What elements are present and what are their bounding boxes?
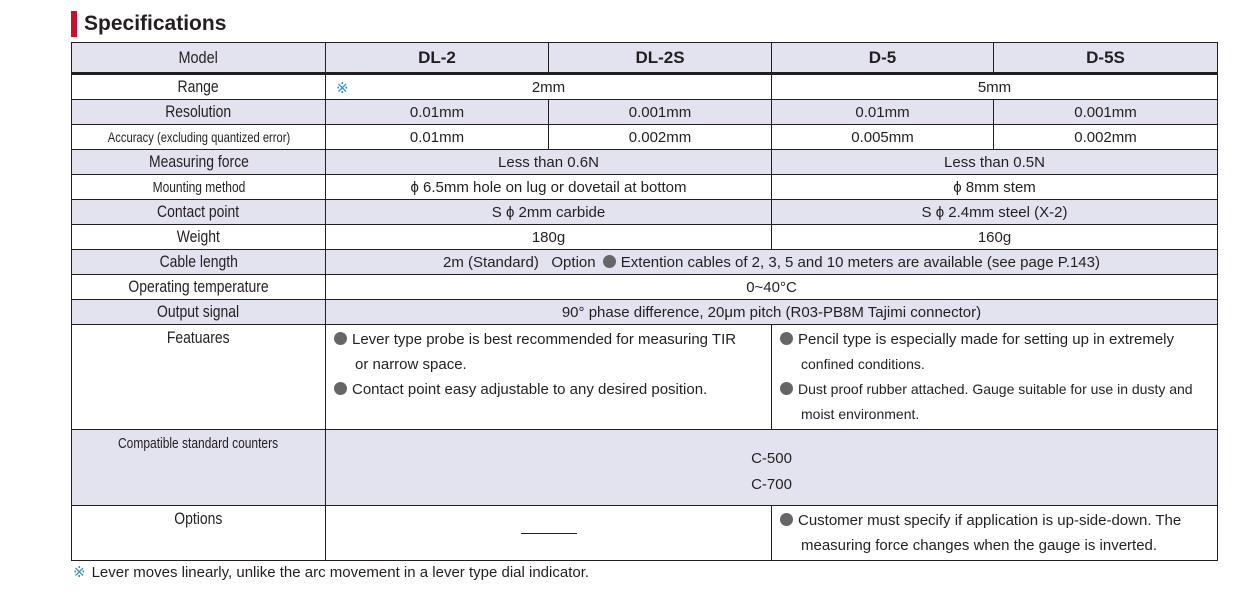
features-d-cell: Pencil type is especially made for setting up in extremely confined conditions. Dust proof rubber attached. Gauge suitable for use in dusty and moist environment. xyxy=(772,325,1218,430)
bullet-icon xyxy=(603,255,616,268)
resolution-dl-2: 0.01mm xyxy=(326,100,549,125)
header-dl-2s: DL-2S xyxy=(549,43,772,74)
table-row-resolution xyxy=(72,100,1218,125)
accuracy-d-5s: 0.002mm xyxy=(994,125,1218,150)
row-label-features: Featuares xyxy=(72,325,326,430)
table-row-features xyxy=(72,325,1218,430)
section-header xyxy=(71,10,226,38)
row-label-counters: Compatible standard counters xyxy=(72,430,326,506)
options-dl-cell xyxy=(326,506,772,561)
mounting-dl-cell: ϕ 6.5mm hole on lug or dovetail at bottom xyxy=(326,175,772,200)
row-label-resolution: Resolution xyxy=(72,100,326,125)
resolution-d-5s: 0.001mm xyxy=(994,100,1218,125)
range-d-cell: 5mm xyxy=(772,74,1218,100)
temp-cell: 0~40°C xyxy=(326,275,1218,300)
page-title: Specifications xyxy=(84,12,227,35)
bullet-icon xyxy=(780,382,793,395)
row-label-output: Output signal xyxy=(72,300,326,325)
contact-dl-cell: S ϕ 2mm carbide xyxy=(326,200,772,225)
row-label-cable: Cable length xyxy=(72,250,326,275)
header-dl-2: DL-2 xyxy=(326,43,549,74)
options-d-cell: Customer must specify if application is up-side-down. The measuring force changes when the gauge is inverted. xyxy=(772,506,1218,561)
row-label-weight: Weight xyxy=(72,225,326,250)
row-label-accuracy: Accuracy (excluding quantized error) xyxy=(72,125,326,150)
table-row-accuracy xyxy=(72,125,1218,150)
row-label-range: Range xyxy=(72,74,326,100)
accuracy-d-5: 0.005mm xyxy=(772,125,994,150)
note-mark-icon: ※ xyxy=(73,564,86,581)
table-row-range xyxy=(72,74,1218,100)
features-dl-cell: Lever type probe is best recommended for measuring TIR or narrow space. Contact point easy adjustable to any desired position. xyxy=(326,325,772,430)
row-label-mounting: Mounting method xyxy=(72,175,326,200)
row-label-options: Options xyxy=(72,506,326,561)
table-row-contact-point xyxy=(72,200,1218,225)
accuracy-dl-2: 0.01mm xyxy=(326,125,549,150)
table-row-output xyxy=(72,300,1218,325)
table-row-mounting xyxy=(72,175,1218,200)
weight-dl-cell: 180g xyxy=(326,225,772,250)
table-row-weight xyxy=(72,225,1218,250)
force-d-cell: Less than 0.5N xyxy=(772,150,1218,175)
title-accent-bar xyxy=(71,11,77,37)
resolution-dl-2s: 0.001mm xyxy=(549,100,772,125)
header-d-5: D-5 xyxy=(772,43,994,74)
bullet-icon xyxy=(334,382,347,395)
bullet-icon xyxy=(780,332,793,345)
footnote: ※ Lever moves linearly, unlike the arc movement in a lever type dial indicator. xyxy=(73,564,590,581)
force-dl-cell: Less than 0.6N xyxy=(326,150,772,175)
dash-mark xyxy=(521,533,577,534)
note-mark-icon: ※ xyxy=(336,79,349,97)
table-row-measuring-force xyxy=(72,150,1218,175)
table-row-options xyxy=(72,506,1218,561)
table-row-temperature xyxy=(72,275,1218,300)
table-row-cable-length xyxy=(72,250,1218,275)
range-dl-cell: ※ 2mm xyxy=(326,74,772,100)
accuracy-dl-2s: 0.002mm xyxy=(549,125,772,150)
table-header-row xyxy=(72,43,1218,74)
counters-cell: C-500 C-700 xyxy=(326,430,1218,506)
bullet-icon xyxy=(334,332,347,345)
output-cell: 90° phase difference, 20μm pitch (R03-PB8M Tajimi connector) xyxy=(326,300,1218,325)
cable-cell: 2m (Standard) Option Extention cables of 2, 3, 5 and 10 meters are available (see page P.143) xyxy=(326,250,1218,275)
mounting-d-cell: ϕ 8mm stem xyxy=(772,175,1218,200)
header-d-5s: D-5S xyxy=(994,43,1218,74)
weight-d-cell: 160g xyxy=(772,225,1218,250)
row-label-contact: Contact point xyxy=(72,200,326,225)
bullet-icon xyxy=(780,513,793,526)
header-model: Model xyxy=(72,43,326,74)
contact-d-cell: S ϕ 2.4mm steel (X-2) xyxy=(772,200,1218,225)
table-row-counters xyxy=(72,430,1218,506)
row-label-temp: Operating temperature xyxy=(72,275,326,300)
specifications-table xyxy=(71,42,1218,561)
resolution-d-5: 0.01mm xyxy=(772,100,994,125)
row-label-force: Measuring force xyxy=(72,150,326,175)
